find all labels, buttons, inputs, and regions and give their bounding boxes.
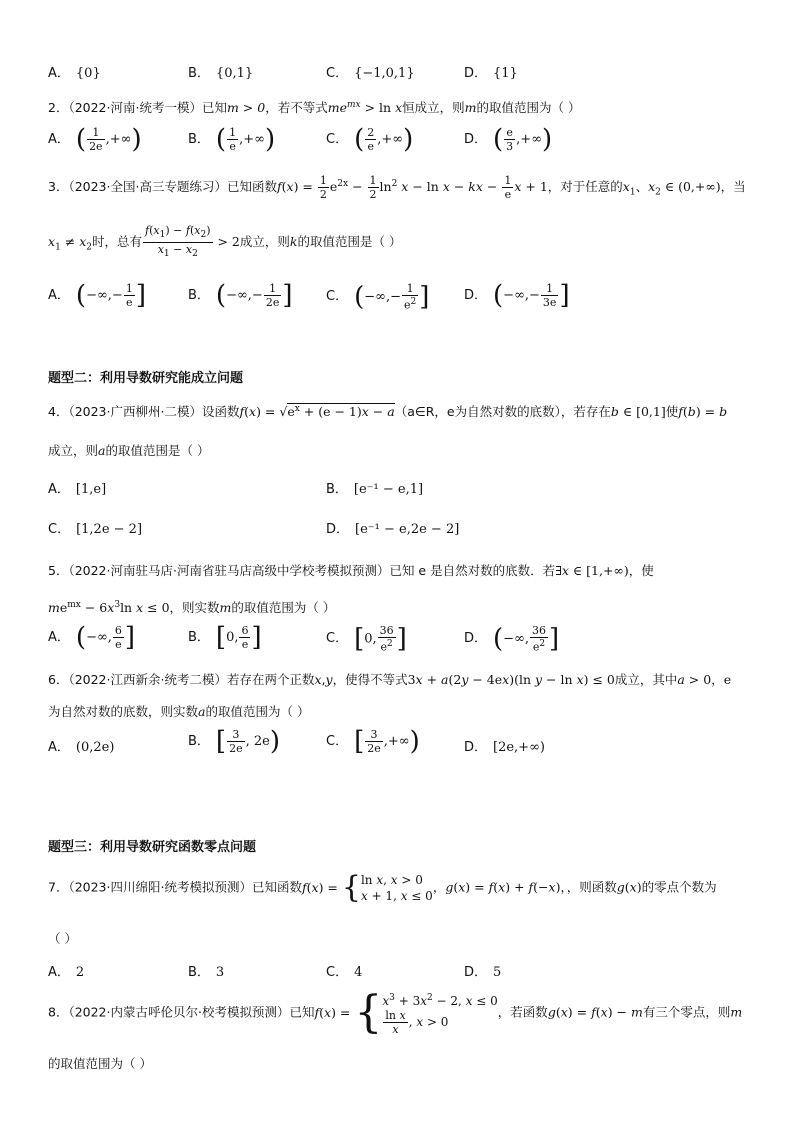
q6-option-c: C． [ $\frac{3}{2e}$ ,+∞) — [326, 726, 420, 757]
q4-option-a: A． [1,e] — [48, 482, 107, 497]
q5-option-b: B． [0, $\frac{6}{e}$ ] — [188, 622, 262, 653]
q6-option-a: A． (0,2e) — [48, 740, 115, 755]
q6-option-b: B． [ $\frac{3}{2e}$ , 2e) — [188, 726, 280, 757]
q2-option-a: A． ( $\frac{1}{2e}$ ,+∞) — [48, 124, 142, 155]
q8-stem: 8．（2022·内蒙古呼伦贝尔·校考模拟预测）已知$f(x) = \{x^3 + 3x^2 - 2$, x ≤ 0 $\frac{\text{ln x}}{x}$ , x > 0，若函数g(x) = f(x) − m有三个零点，则m — [48, 987, 743, 1038]
q8-stem-cont: 的取值范围为（ ） — [48, 1056, 152, 1071]
q4-option-d: D． [e⁻¹ − e,2e − 2] — [326, 522, 460, 537]
q3-option-d: D． (−∞,− $\frac{1}{3e}$ ] — [464, 280, 570, 311]
q7-option-b: B． 3 — [188, 965, 225, 980]
q4-option-b: B． [e⁻¹ − e,1] — [326, 482, 424, 497]
q5-option-c: C． [0, $\frac{36}{e^2}$ ] — [326, 623, 407, 654]
q1-option-b: B． {0,1} — [188, 66, 254, 81]
section-heading-3: 题型三：利用导数研究函数零点问题 — [48, 840, 257, 855]
q5-option-d: D． (−∞, $\frac{36}{e^2}$ ] — [464, 623, 560, 654]
q5-option-a: A． (−∞, $\frac{6}{e}$ ] — [48, 622, 136, 653]
q2-stem: 2．（2022·河南·统考一模）已知m > 0，若不等式$me^{mx} > \ln x$恒成立，则m的取值范围为（ ） — [48, 99, 581, 115]
q2-option-b: B． ( $\frac{1}{e}$ ,+∞) — [188, 124, 276, 155]
section-heading-2: 题型二：利用导数研究能成立问题 — [48, 371, 244, 386]
q5-stem: 5．（2022·河南驻马店·河南省驻马店高级中学校考模拟预测）已知 e 是自然对数的底数．若∃x ∈ [1,+∞)，使 — [48, 563, 654, 578]
q6-stem-cont: 为自然对数的底数，则实数a的取值范围为（ ） — [48, 704, 310, 719]
q6-stem: 6．（2022·江西新余·统考二模）若存在两个正数x,y，使得不等式3x + a(2y − 4ex)(ln y − ln x) ≤ 0成立，其中a > 0，e — [48, 672, 732, 687]
q7-option-c: C． 4 — [326, 965, 363, 980]
q6-option-d: D． [2e,+∞) — [464, 740, 545, 755]
q1-option-c: C． {−1,0,1} — [326, 66, 415, 81]
q3-option-b: B． (−∞,− $\frac{1}{2e}$ ] — [188, 280, 293, 311]
q5-stem-cont: $me^{mx} - 6x^3\ln$ x ≤ 0，则实数m的取值范围为（ ） — [48, 599, 336, 615]
q3-option-c: C． (−∞,− $\frac{1}{e^2}$ ] — [326, 281, 430, 312]
q2-option-c: C． ( $\frac{2}{e}$ ,+∞) — [326, 124, 414, 155]
q7-stem: 7．（2023·四川绵阳·统考模拟预测）已知函数f(x) = {ln x, x > 0 x + 1, x ≤ 0，g(x) = f(x) + f(−x)，，则函数g(x)的零点个数为 — [48, 870, 717, 905]
q1-option-d: D． {1} — [464, 66, 518, 81]
q7-option-d: D． 5 — [464, 965, 502, 980]
q4-option-c: C． [1,2e − 2] — [48, 522, 143, 537]
q3-option-a: A． (−∞,− $\frac{1}{e}$ ] — [48, 280, 146, 311]
q2-option-d: D． ( $\frac{e}{3}$ ,+∞) — [464, 124, 553, 155]
q7-stem-cont: （ ） — [48, 931, 77, 946]
q3-stem: 3．（2023·全国·高三专题练习）已知函数f(x) = $\frac{1}{2}$ $e^{2x}$ − $\frac{1}{2}$ $\ln^2 x - \ln x$ − kx − $\frac{1}{e}$ x + 1，对于任意的$x_1$、$x_2$ ∈ (0,+∞)，当 — [48, 174, 746, 201]
q4-stem-cont: 成立，则a的取值范围是（ ） — [48, 443, 210, 458]
q3-stem-cont: $x_1 \ne x_2$时，总有 $\frac{f(x_1) - f(x_2)}{x_1 - x_2}$ > 2成立，则k的取值范围是（ ） — [48, 224, 402, 260]
q1-option-a: A． {0} — [48, 66, 101, 81]
q7-option-a: A． 2 — [48, 965, 85, 980]
q4-stem: 4．（2023·广西柳州·二模）设函数$f(x) = √e^x + (e - 1)x$ − a（a∈R，e为自然对数的底数），若存在b ∈ [0,1]使f(b) = b — [48, 403, 728, 419]
